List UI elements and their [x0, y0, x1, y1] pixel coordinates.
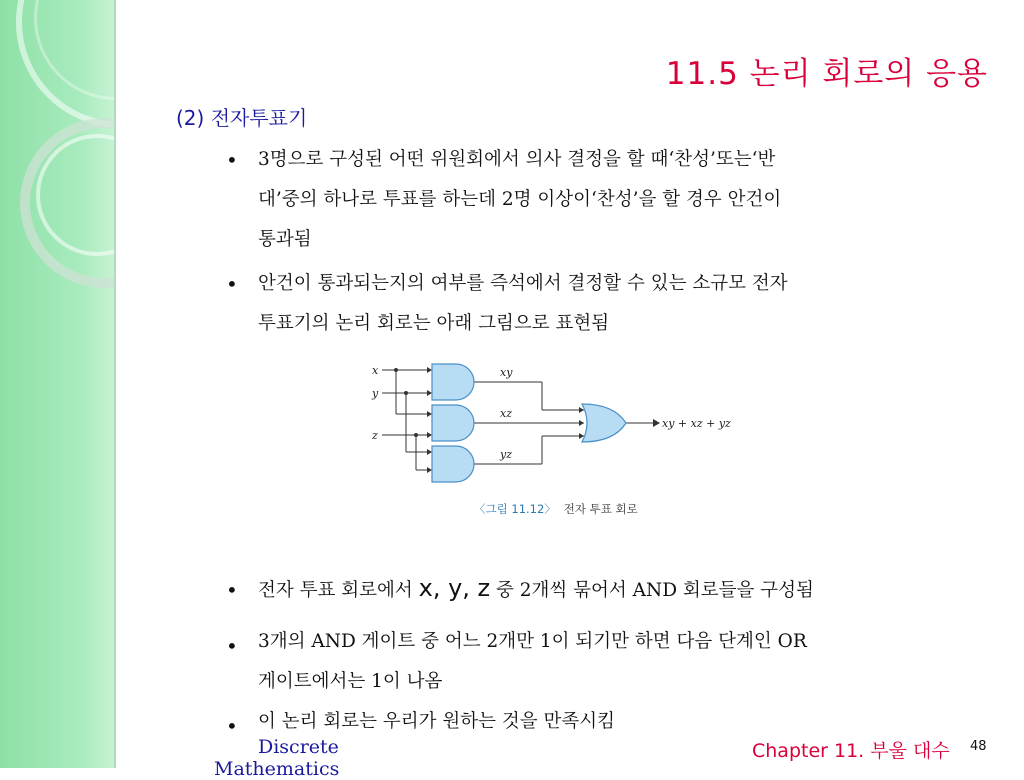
sidebar-divider: [114, 0, 116, 768]
bullet-marker: •: [226, 714, 238, 738]
bullet-3-variables: x, y, z: [418, 574, 491, 602]
bullet-4-line-1: 3개의 AND 게이트 중 어느 2개만 1이 되기만 하면 다음 단계인 OR: [258, 631, 807, 652]
figure-number: 〈그림 11.12〉: [474, 502, 556, 516]
slide-title: 11.5 논리 회로의 응용: [665, 56, 988, 92]
and-gate-xy: [432, 364, 474, 400]
bullet-3-prefix: 전자 투표 회로에서: [258, 580, 419, 601]
decorative-sidebar: [0, 0, 114, 768]
footer-course: Discrete: [258, 736, 339, 758]
slide-subtitle: (2) 전자투표기: [176, 106, 308, 130]
bullet-marker: •: [226, 272, 238, 296]
or-gate: [582, 404, 626, 442]
input-label-z: z: [372, 429, 378, 442]
bullet-marker: •: [226, 634, 238, 658]
footer-chapter: Chapter 11. 부울 대수: [752, 740, 950, 762]
bullet-4-line-2: 게이트에서는 1이 나옴: [258, 671, 443, 692]
wire-label-xz: xz: [500, 407, 512, 420]
footer-course-line2: Mathematics: [214, 758, 340, 780]
wire-label-xy: xy: [500, 366, 513, 379]
bullet-4-text: [258, 622, 807, 702]
bullet-1-line-3: 통과됨: [258, 229, 312, 250]
and-gate-yz: [432, 446, 474, 482]
bullet-2-text: [258, 264, 788, 344]
bullet-2-line-1: 안건이 통과되는지의 여부를 즉석에서 결정할 수 있는 소규모 전자: [258, 273, 788, 294]
wire-label-yz: yz: [500, 448, 513, 461]
bullet-1-text: [258, 140, 781, 260]
figure-caption-text: 전자 투표 회로: [563, 502, 638, 516]
figure-caption: [474, 501, 638, 517]
input-label-y: y: [372, 387, 379, 400]
page-number: 48: [970, 739, 987, 754]
bullet-2-line-2: 투표기의 논리 회로는 아래 그림으로 표현됨: [258, 313, 610, 334]
output-label: xy + xz + yz: [662, 417, 731, 430]
bullet-marker: •: [226, 578, 238, 602]
voting-circuit-diagram: [364, 360, 748, 484]
bullet-1-line-2: 대’중의 하나로 투표를 하는데 2명 이상이‘찬성’을 할 경우 안건이: [258, 189, 782, 210]
bullet-marker: •: [226, 148, 238, 172]
input-label-x: x: [372, 364, 379, 377]
bullet-3-text: [258, 568, 814, 611]
bullet-1-line-1: 3명으로 구성된 어떤 위원회에서 의사 결정을 할 때‘찬성’또는‘반: [258, 149, 776, 170]
bullet-3-suffix: 중 2개씩 묶어서 AND 회로들을 구성됨: [490, 580, 814, 601]
and-gate-xz: [432, 405, 474, 441]
bullet-5-line-1: 이 논리 회로는 우리가 원하는 것을 만족시킴: [258, 711, 615, 732]
